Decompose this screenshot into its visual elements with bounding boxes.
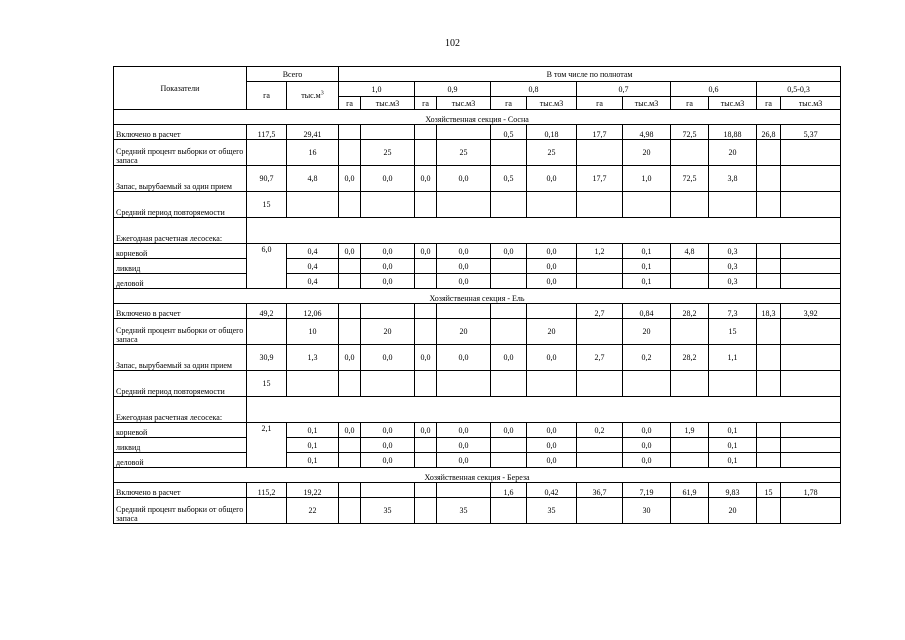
cell: 20 <box>709 498 757 524</box>
cell: 0,0 <box>339 244 361 259</box>
cell: 0,0 <box>437 423 491 438</box>
cell: 4,8 <box>287 166 339 192</box>
cell <box>757 192 781 218</box>
cell <box>781 423 841 438</box>
cell <box>757 259 781 274</box>
header-total: Всего <box>247 67 339 82</box>
section-title: Хозяйственная секция - Сосна <box>114 110 841 125</box>
cell: 0,0 <box>527 259 577 274</box>
cell <box>623 192 671 218</box>
cell <box>437 304 491 319</box>
cell <box>577 498 623 524</box>
header-unit-ha: га <box>491 97 527 110</box>
table-row <box>114 397 841 423</box>
cell: 0,0 <box>415 423 437 438</box>
table-row <box>114 498 841 524</box>
table-row <box>114 166 841 192</box>
section-title-row <box>114 110 841 125</box>
cell: 2,7 <box>577 304 623 319</box>
cell <box>577 259 623 274</box>
header-unit-vol: тыс.м3 <box>709 97 757 110</box>
cell <box>781 259 841 274</box>
cell <box>491 274 527 289</box>
cell <box>491 319 527 345</box>
cell: 17,7 <box>577 166 623 192</box>
cell: 0,5 <box>491 166 527 192</box>
cell <box>491 140 527 166</box>
cell <box>437 192 491 218</box>
cell <box>491 498 527 524</box>
cell: 0,0 <box>437 453 491 468</box>
cell <box>577 453 623 468</box>
header-unit-vol: тыс.м3 <box>361 97 415 110</box>
cell <box>623 371 671 397</box>
cell: 0,0 <box>437 274 491 289</box>
cell: 0,3 <box>709 274 757 289</box>
header-density-2: 0,8 <box>491 82 577 97</box>
cell <box>671 438 709 453</box>
cell: 0,0 <box>491 423 527 438</box>
cell: 0,0 <box>415 244 437 259</box>
cell <box>577 371 623 397</box>
row-label: Ежегодная расчетная лесосека: <box>114 397 247 423</box>
section-title: Хозяйственная секция - Береза <box>114 468 841 483</box>
cell: 15 <box>757 483 781 498</box>
header-total-ha: га <box>247 82 287 110</box>
cell: 72,5 <box>671 125 709 140</box>
cell: 1,6 <box>491 483 527 498</box>
cell <box>757 319 781 345</box>
cell <box>361 304 415 319</box>
cell: 10 <box>287 319 339 345</box>
cell: 25 <box>527 140 577 166</box>
cell: 0,1 <box>623 259 671 274</box>
cell: 2,7 <box>577 345 623 371</box>
cell <box>757 453 781 468</box>
cell: 20 <box>623 319 671 345</box>
row-label: ликвид <box>114 438 247 453</box>
cell: 35 <box>361 498 415 524</box>
cell <box>781 453 841 468</box>
row-label: Включено в расчет <box>114 483 247 498</box>
table-row <box>114 140 841 166</box>
row-label: ликвид <box>114 259 247 274</box>
cell: 16 <box>287 140 339 166</box>
cell <box>671 453 709 468</box>
cell: 20 <box>527 319 577 345</box>
cell: 49,2 <box>247 304 287 319</box>
cell <box>437 371 491 397</box>
header-density-4: 0,6 <box>671 82 757 97</box>
cell <box>671 192 709 218</box>
cell: 0,4 <box>287 259 339 274</box>
row-label: деловой <box>114 274 247 289</box>
cell: 0,0 <box>339 166 361 192</box>
cell: 20 <box>361 319 415 345</box>
cell: 0,1 <box>709 423 757 438</box>
cell: 25 <box>437 140 491 166</box>
section-title-row <box>114 289 841 304</box>
cell: 22 <box>287 498 339 524</box>
section-title: Хозяйственная секция - Ель <box>114 289 841 304</box>
cell: 0,0 <box>527 453 577 468</box>
table-row <box>114 483 841 498</box>
row-label: Ежегодная расчетная лесосека: <box>114 218 247 244</box>
cell <box>339 438 361 453</box>
cell: 0,18 <box>527 125 577 140</box>
cell: 0,0 <box>437 166 491 192</box>
row-label: корневой <box>114 244 247 259</box>
cell <box>491 371 527 397</box>
cell <box>415 483 437 498</box>
table-row <box>114 244 841 259</box>
cell: 20 <box>709 140 757 166</box>
row-label: Средний период повторяемости <box>114 371 247 397</box>
cell <box>415 125 437 140</box>
cell: 29,41 <box>287 125 339 140</box>
header-unit-vol: тыс.м3 <box>437 97 491 110</box>
cell: 0,0 <box>361 423 415 438</box>
section-title-row <box>114 468 841 483</box>
cell <box>757 140 781 166</box>
header-unit-vol: тыс.м3 <box>527 97 577 110</box>
cell: 35 <box>527 498 577 524</box>
cell <box>247 140 287 166</box>
cell: 4,8 <box>671 244 709 259</box>
cell: 90,7 <box>247 166 287 192</box>
cell: 0,0 <box>527 244 577 259</box>
header-density-5: 0,5-0,3 <box>757 82 841 97</box>
cell: 1,0 <box>623 166 671 192</box>
cell <box>527 304 577 319</box>
cell <box>339 125 361 140</box>
row-label: Включено в расчет <box>114 304 247 319</box>
cell <box>671 140 709 166</box>
cell: 20 <box>623 140 671 166</box>
cell: 72,5 <box>671 166 709 192</box>
cell <box>339 259 361 274</box>
header-indicators: Показатели <box>114 67 247 110</box>
cell: 0,0 <box>437 438 491 453</box>
cell <box>339 483 361 498</box>
cell: 0,84 <box>623 304 671 319</box>
cell <box>527 192 577 218</box>
cell: 0,3 <box>709 244 757 259</box>
cell: 0,0 <box>437 345 491 371</box>
cell: 0,0 <box>361 166 415 192</box>
cell <box>709 192 757 218</box>
cell: 0,0 <box>361 259 415 274</box>
cell <box>437 125 491 140</box>
cell <box>339 453 361 468</box>
table-row <box>114 218 841 244</box>
cell <box>491 192 527 218</box>
cell: 18,3 <box>757 304 781 319</box>
cell: 30,9 <box>247 345 287 371</box>
cell: 0,0 <box>339 345 361 371</box>
cell <box>339 274 361 289</box>
row-label: Запас, вырубаемый за один прием <box>114 166 247 192</box>
row-label: деловой <box>114 453 247 468</box>
cell <box>577 274 623 289</box>
table-row <box>114 259 841 274</box>
cell <box>415 371 437 397</box>
cell <box>757 438 781 453</box>
cell <box>415 319 437 345</box>
cell: 1,78 <box>781 483 841 498</box>
cell: 20 <box>437 319 491 345</box>
cell: 0,1 <box>287 423 339 438</box>
cell <box>491 259 527 274</box>
table-row <box>114 192 841 218</box>
cell: 61,9 <box>671 483 709 498</box>
cell: 0,2 <box>577 423 623 438</box>
cell: 1,1 <box>709 345 757 371</box>
cell <box>757 244 781 259</box>
cell: 0,0 <box>361 244 415 259</box>
cell: 0,0 <box>527 438 577 453</box>
empty-cell <box>247 218 841 244</box>
cell: 0,1 <box>623 244 671 259</box>
cell <box>437 483 491 498</box>
cell <box>361 125 415 140</box>
cell: 0,0 <box>361 453 415 468</box>
cell: 0,0 <box>527 423 577 438</box>
cell <box>781 244 841 259</box>
cell <box>415 192 437 218</box>
header-by-density: В том числе по полнотам <box>339 67 841 82</box>
cell: 0,42 <box>527 483 577 498</box>
cell <box>781 319 841 345</box>
cell: 28,2 <box>671 345 709 371</box>
cell <box>757 274 781 289</box>
cell: 0,1 <box>287 453 339 468</box>
cell: 0,4 <box>287 274 339 289</box>
header-unit-ha: га <box>339 97 361 110</box>
cell <box>781 498 841 524</box>
cell <box>339 304 361 319</box>
row-label: Средний процент выборки от общего запаса <box>114 498 247 524</box>
cell <box>247 319 287 345</box>
cell <box>415 438 437 453</box>
cell <box>671 498 709 524</box>
cell: 0,0 <box>623 438 671 453</box>
cell: 0,3 <box>709 259 757 274</box>
cell: 30 <box>623 498 671 524</box>
table-row <box>114 371 841 397</box>
cell: 0,0 <box>361 274 415 289</box>
cell <box>415 274 437 289</box>
cell: 0,0 <box>491 345 527 371</box>
cell <box>781 166 841 192</box>
cell <box>361 483 415 498</box>
header-unit-ha: га <box>757 97 781 110</box>
cell <box>577 438 623 453</box>
cell: 9,83 <box>709 483 757 498</box>
cell: 4,98 <box>623 125 671 140</box>
cell-ha-merged: 2,1 <box>247 423 287 468</box>
header-density-3: 0,7 <box>577 82 671 97</box>
cell <box>671 319 709 345</box>
cell: 3,8 <box>709 166 757 192</box>
cell: 0,0 <box>623 423 671 438</box>
cell: 0,0 <box>415 345 437 371</box>
cell <box>781 274 841 289</box>
cell <box>415 453 437 468</box>
row-label: Включено в расчет <box>114 125 247 140</box>
cell: 0,5 <box>491 125 527 140</box>
table-row <box>114 319 841 345</box>
cell: 12,06 <box>287 304 339 319</box>
table-row <box>114 125 841 140</box>
cell: 0,0 <box>339 423 361 438</box>
cell: 0,1 <box>709 453 757 468</box>
cell <box>361 371 415 397</box>
cell <box>287 192 339 218</box>
cell <box>757 345 781 371</box>
cell <box>671 371 709 397</box>
cell: 0,0 <box>623 453 671 468</box>
header-density-1: 0,9 <box>415 82 491 97</box>
cell <box>709 371 757 397</box>
cell <box>339 498 361 524</box>
cell: 15 <box>247 371 287 397</box>
header-density-0: 1,0 <box>339 82 415 97</box>
cell: 0,0 <box>527 166 577 192</box>
cell: 0,1 <box>709 438 757 453</box>
cell <box>491 453 527 468</box>
row-label: Запас, вырубаемый за один прием <box>114 345 247 371</box>
cell <box>757 166 781 192</box>
cell: 115,2 <box>247 483 287 498</box>
cell: 0,0 <box>361 345 415 371</box>
table-row <box>114 345 841 371</box>
cell <box>671 259 709 274</box>
cell: 15 <box>709 319 757 345</box>
cell: 0,0 <box>527 274 577 289</box>
cell: 0,4 <box>287 244 339 259</box>
cell <box>577 192 623 218</box>
cell: 7,3 <box>709 304 757 319</box>
header-unit-vol: тыс.м3 <box>781 97 841 110</box>
cell <box>781 192 841 218</box>
cell <box>247 498 287 524</box>
cell <box>491 438 527 453</box>
cell <box>577 140 623 166</box>
cell: 117,5 <box>247 125 287 140</box>
cell: 5,37 <box>781 125 841 140</box>
cell: 35 <box>437 498 491 524</box>
header-unit-ha: га <box>415 97 437 110</box>
cell <box>415 259 437 274</box>
cell <box>339 140 361 166</box>
cell: 1,3 <box>287 345 339 371</box>
table-row <box>114 274 841 289</box>
cell: 0,0 <box>527 345 577 371</box>
cell <box>757 371 781 397</box>
cell <box>781 438 841 453</box>
cell <box>415 304 437 319</box>
cell <box>671 274 709 289</box>
header-unit-ha: га <box>577 97 623 110</box>
cell <box>415 498 437 524</box>
table-row <box>114 304 841 319</box>
empty-cell <box>247 397 841 423</box>
cell <box>781 371 841 397</box>
row-label: Средний процент выборки от общего запаса <box>114 140 247 166</box>
cell <box>781 345 841 371</box>
cell: 1,9 <box>671 423 709 438</box>
cell: 0,2 <box>623 345 671 371</box>
cell <box>339 319 361 345</box>
cell: 0,1 <box>623 274 671 289</box>
header-total-vol: $тыс.м^3$ <box>287 82 339 110</box>
cell: 28,2 <box>671 304 709 319</box>
cell: 7,19 <box>623 483 671 498</box>
cell <box>491 304 527 319</box>
cell <box>577 319 623 345</box>
cell <box>527 371 577 397</box>
cell-ha-merged: 6,0 <box>247 244 287 289</box>
cell <box>415 140 437 166</box>
table-row <box>114 453 841 468</box>
table-row <box>114 438 841 453</box>
cell: 18,88 <box>709 125 757 140</box>
cell: 1,2 <box>577 244 623 259</box>
cell: 0,0 <box>437 259 491 274</box>
cell: 26,8 <box>757 125 781 140</box>
page-number: 102 <box>445 38 460 49</box>
cell <box>339 192 361 218</box>
cell: 36,7 <box>577 483 623 498</box>
cell: 0,0 <box>491 244 527 259</box>
cell: 0,0 <box>437 244 491 259</box>
cell: 15 <box>247 192 287 218</box>
cell: 25 <box>361 140 415 166</box>
table-row <box>114 423 841 438</box>
cell: 0,0 <box>415 166 437 192</box>
cell <box>361 192 415 218</box>
forest-calculation-table <box>113 66 841 524</box>
row-label: корневой <box>114 423 247 438</box>
cell: 3,92 <box>781 304 841 319</box>
cell: 19,22 <box>287 483 339 498</box>
header-unit-ha: га <box>671 97 709 110</box>
cell: 17,7 <box>577 125 623 140</box>
cell <box>287 371 339 397</box>
cell <box>757 498 781 524</box>
row-label: Средний процент выборки от общего запаса <box>114 319 247 345</box>
header-unit-vol: тыс.м3 <box>623 97 671 110</box>
row-label: Средний период повторяемости <box>114 192 247 218</box>
cell: 0,0 <box>361 438 415 453</box>
cell: 0,1 <box>287 438 339 453</box>
cell <box>339 371 361 397</box>
cell <box>757 423 781 438</box>
cell <box>781 140 841 166</box>
